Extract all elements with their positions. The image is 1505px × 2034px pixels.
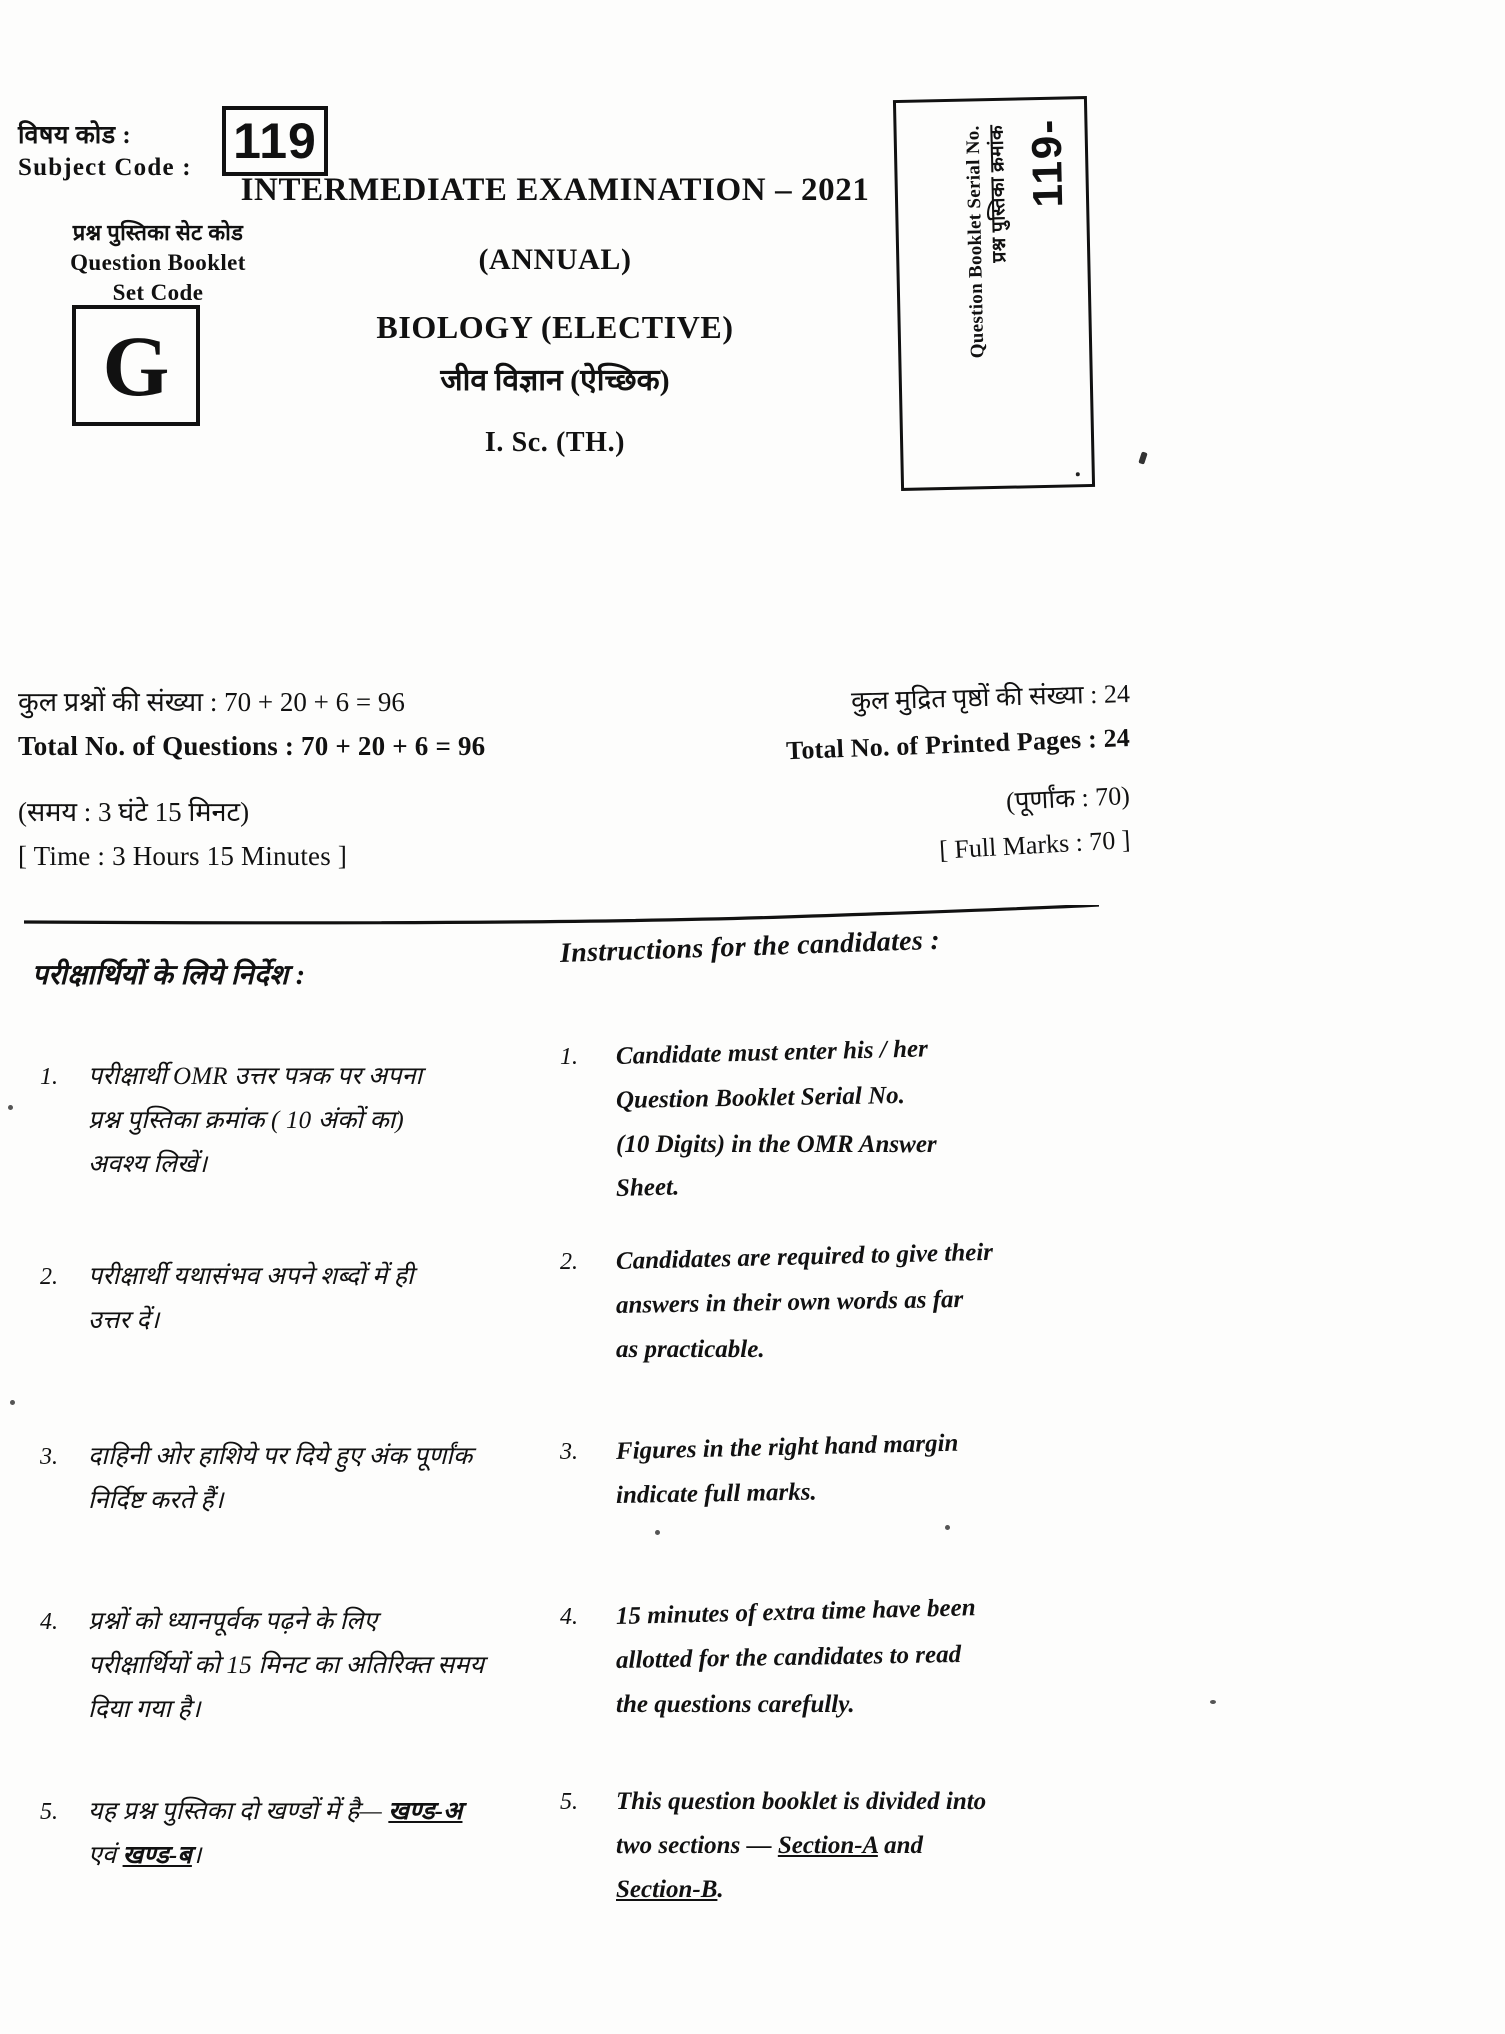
exam-meta-left [18, 680, 658, 878]
instruction-line: एवं खण्ड-ब। [88, 1842, 202, 1869]
subject-code-value-box [222, 106, 328, 176]
booklet-set-code-value: G [102, 317, 170, 414]
booklet-set-code-value-box [72, 305, 200, 426]
instruction-text [88, 1790, 560, 1878]
booklet-serial-label-english: Question Booklet Serial No. [962, 125, 989, 359]
instruction-item [40, 1790, 560, 1878]
instruction-text [616, 1780, 1120, 1912]
exam-session: (ANNUAL) [478, 243, 632, 276]
instruction-line: two sections — Section-A and [616, 1832, 923, 1859]
instruction-line: Candidate must enter his / her [615, 1035, 929, 1070]
instruction-text [88, 1600, 560, 1732]
booklet-set-code-label-english-line2: Set Code [112, 280, 204, 305]
scan-speck [8, 1105, 13, 1110]
instruction-text [88, 1435, 560, 1523]
subject-title-hindi: जीव विज्ञान (ऐच्छिक) [440, 364, 670, 397]
instruction-number: 4. [40, 1609, 58, 1635]
instruction-line: Question Booklet Serial No. [615, 1081, 906, 1114]
instruction-text [616, 1430, 1120, 1518]
instruction-line: indicate full marks. [615, 1478, 817, 1509]
question-booklet-serial-box [893, 96, 1095, 491]
instruction-number: 4. [560, 1604, 578, 1630]
booklet-set-code-label-english-line1: Question Booklet [70, 250, 246, 275]
subject-code-label-english: Subject Code : [18, 154, 192, 181]
instruction-line: परीक्षार्थी OMR उत्तर पत्रक पर अपना [88, 1063, 423, 1090]
instruction-text [616, 1240, 1120, 1372]
exam-time-hindi: (समय : 3 घंटे 15 मिनट) [18, 797, 250, 827]
subject-code-label-group [18, 120, 192, 184]
instruction-number: 1. [40, 1064, 58, 1090]
printed-pages-hindi: कुल मुद्रित पृष्ठों की संख्या : 24 [850, 679, 1131, 716]
instruction-line: Section-B. [616, 1876, 724, 1903]
instruction-item [560, 1035, 1120, 1211]
instruction-number: 5. [560, 1789, 578, 1815]
instruction-line: the questions carefully. [616, 1691, 855, 1718]
instruction-line: allotted for the candidates to read [615, 1640, 962, 1674]
instruction-item [40, 1255, 560, 1343]
instruction-item [560, 1430, 1120, 1518]
instruction-number: 1. [560, 1044, 578, 1070]
scan-speck [10, 1400, 15, 1405]
instruction-item [560, 1780, 1120, 1912]
booklet-serial-label-hindi: प्रश्न पुस्तिका क्रमांक [986, 124, 1011, 263]
instruction-number: 5. [40, 1799, 58, 1825]
instructions-heading-hindi: परीक्षार्थियों के लिये निर्देश : [32, 960, 306, 991]
instruction-line: प्रश्न पुस्तिका क्रमांक ( 10 अंकों का) [88, 1107, 404, 1134]
instruction-number: 3. [560, 1439, 578, 1465]
full-marks-hindi: (पूर्णांक : 70) [1005, 781, 1131, 817]
subject-code-value: 119 [233, 113, 317, 169]
full-marks-english: [ Full Marks : 70 ] [938, 825, 1131, 865]
instruction-item [40, 1600, 560, 1732]
instruction-item [40, 1435, 560, 1523]
booklet-serial-number: 119- [1022, 117, 1072, 209]
instruction-line: उत्तर दें। [88, 1307, 160, 1334]
instruction-line: 15 minutes of extra time have been [615, 1594, 976, 1630]
instruction-line: as practicable. [616, 1336, 765, 1363]
instruction-line: यह प्रश्न पुस्तिका दो खण्डों में है— खण्ड-अ [88, 1798, 463, 1825]
course-code-title: I. Sc. (TH.) [484, 427, 626, 458]
scan-speck [655, 1530, 660, 1535]
instruction-item [560, 1240, 1120, 1372]
instruction-line: निर्दिष्ट करते हैं। [88, 1487, 224, 1514]
printed-pages-english: Total No. of Printed Pages : 24 [785, 723, 1131, 766]
instruction-line: परीक्षार्थी यथासंभव अपने शब्दों में ही [88, 1263, 414, 1290]
subject-title-english: BIOLOGY (ELECTIVE) [376, 309, 734, 345]
booklet-set-code-label-hindi: प्रश्न पुस्तिका सेट कोड [72, 220, 244, 245]
instructions-heading-english: Instructions for the candidates : [559, 924, 941, 969]
instruction-text [88, 1255, 560, 1343]
instruction-line: Candidates are required to give their [615, 1238, 994, 1275]
instruction-line: (10 Digits) in the OMR Answer [616, 1131, 937, 1158]
instruction-text [616, 1595, 1120, 1727]
instruction-item [40, 1055, 560, 1187]
instruction-line: दिया गया है। [88, 1696, 201, 1723]
instruction-line: Figures in the right hand margin [615, 1429, 959, 1465]
section-name: खण्ड-ब [122, 1842, 192, 1869]
section-name: खण्ड-अ [388, 1798, 463, 1825]
instruction-number: 2. [40, 1264, 58, 1290]
scan-speck [1210, 1700, 1216, 1704]
instruction-line: अवश्य लिखें। [88, 1151, 208, 1178]
scan-speck [1138, 451, 1147, 464]
instruction-line: This question booklet is divided into [616, 1788, 987, 1815]
instruction-line: Sheet. [615, 1173, 680, 1202]
instruction-item [560, 1595, 1120, 1727]
exam-time-english: [ Time : 3 Hours 15 Minutes ] [18, 841, 348, 871]
total-questions-hindi: कुल प्रश्नों की संख्या : 70 + 20 + 6 = 96 [18, 687, 405, 717]
instruction-line: परीक्षार्थियों को 15 मिनट का अतिरिक्त समय [88, 1652, 485, 1679]
section-name: Section-B [616, 1876, 718, 1903]
instruction-line: दाहिनी ओर हाशिये पर दिये हुए अंक पूर्णांक [88, 1443, 473, 1470]
instruction-line: प्रश्नों को ध्यानपूर्वक पढ़ने के लिए [88, 1608, 378, 1635]
subject-code-label-hindi: विषय कोड : [18, 122, 132, 149]
exam-meta-right [660, 672, 1131, 865]
instruction-number: 3. [40, 1444, 58, 1470]
scan-speck [945, 1525, 950, 1530]
total-questions-english: Total No. of Questions : 70 + 20 + 6 = 96 [18, 731, 486, 761]
page-title-group [215, 168, 895, 462]
exam-title: INTERMEDIATE EXAMINATION – 2021 [240, 172, 870, 208]
instruction-line: answers in their own words as far [615, 1285, 964, 1319]
instruction-number: 2. [560, 1249, 578, 1275]
instruction-text [88, 1055, 560, 1187]
scan-speck [1076, 472, 1080, 476]
instruction-text [616, 1035, 1120, 1211]
section-name: Section-A [777, 1832, 878, 1859]
